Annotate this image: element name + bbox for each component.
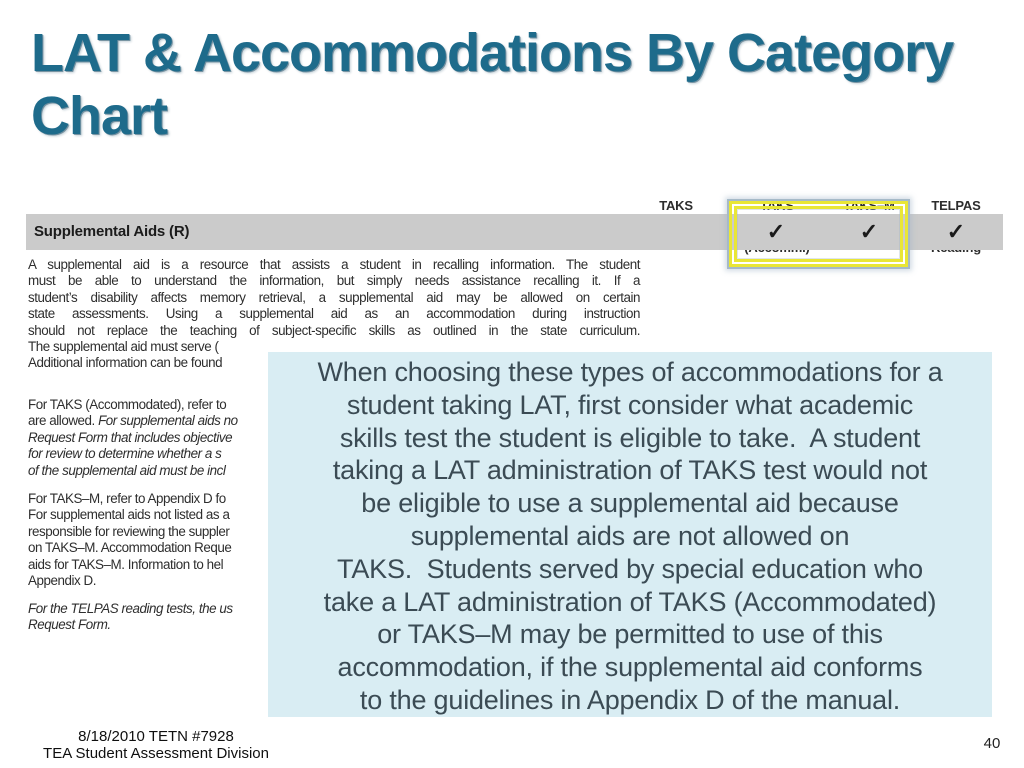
callout-line: be eligible to use a supplemental aid because [361,488,899,519]
slide-footer [0,729,312,762]
doc-line: state assessments. Using a supplemental aid as an accommodation during instruction [28,306,640,322]
doc-paragraph-4 [28,601,233,634]
doc-text-italic: Request Form that includes objective [28,429,233,445]
callout-line: When choosing these types of accommodations for a [317,357,943,387]
column-header-line: TAKS [659,198,693,213]
doc-text-italic: for review to determine whether a s [28,446,222,462]
doc-line [28,446,238,462]
doc-paragraph-2 [28,397,238,479]
callout-line: taking a LAT administration of TAKS test would not [332,455,928,486]
column-header-line: TELPAS [931,198,981,213]
footer-line1: 8/18/2010 TETN #7928 [78,728,234,745]
doc-text-italic: of the supplemental aid must be incl [28,462,226,478]
doc-line [28,397,238,413]
column-header-line: TAKS [760,198,794,213]
doc-text-italic: For supplemental aids no [98,413,238,429]
highlight-box [729,198,908,267]
doc-line: Additional information can be found [28,355,223,371]
callout-line: accommodation, if the supplemental aid conforms [337,652,923,683]
doc-line [28,463,238,479]
footer-line2: TEA Student Assessment Division [43,744,269,762]
doc-paragraph-3 [28,491,231,589]
callout-line: student taking LAT, first consider what academic [346,389,914,420]
doc-line: A supplemental aid is a resource that assists a student in recalling information. The student [28,257,640,272]
doc-line: For TAKS–M, refer to Appendix D fo [28,491,226,506]
column-header-line: TAKS–M [843,198,895,213]
callout-line: to the guidelines in Appendix D of the manual. [359,684,901,715]
doc-line: The supplemental aid must serve ( [28,338,219,354]
doc-line [28,430,238,446]
page-number: 40 [983,735,1001,752]
checkmark-taks-accomm: ✓ [766,219,786,244]
callout-line: supplemental aids are not allowed on [410,520,850,551]
doc-line: should not replace the teaching of subject-specific skills as outlined in the state curriculum. [28,322,640,338]
doc-line: aids for TAKS–M. Information to hel [28,556,224,572]
doc-line [28,413,238,429]
checkmark-taks-m: ✓ [859,219,879,244]
callout-line: take a LAT administration of TAKS (Accommodated) [323,586,937,617]
row-label: Supplemental Aids (R) [34,223,190,240]
doc-line: Appendix D. [28,572,96,588]
highlight-box-inner [734,206,903,262]
callout-line: skills test the student is eligible to take. A student [339,422,921,453]
doc-line: student’s disability affects memory retrieval, a supplemental aid may be allowed on certain [28,289,640,305]
doc-line: must be able to understand the information, but simply needs assistance recalling it. If a [28,273,640,289]
doc-line: For supplemental aids not listed as a [28,507,230,523]
checkmark-telpas: ✓ [946,219,966,244]
callout-line: TAKS. Students served by special education who [337,553,923,584]
page-title-line1: LAT & Accommodations By Category [31,23,954,83]
callout-box [268,352,992,717]
doc-line: responsible for reviewing the suppler [28,523,230,539]
doc-line: For the TELPAS reading tests, the us [28,601,233,616]
callout-line: or TAKS–M may be permitted to use of this [377,619,883,650]
doc-text-roman: are allowed. [28,413,99,429]
doc-line: on TAKS–M. Accommodation Reque [28,540,232,556]
doc-text-roman: For TAKS (Accommodated), refer to [28,397,227,412]
doc-line: Request Form. [28,617,111,633]
page-title-line2: Chart [31,86,168,146]
